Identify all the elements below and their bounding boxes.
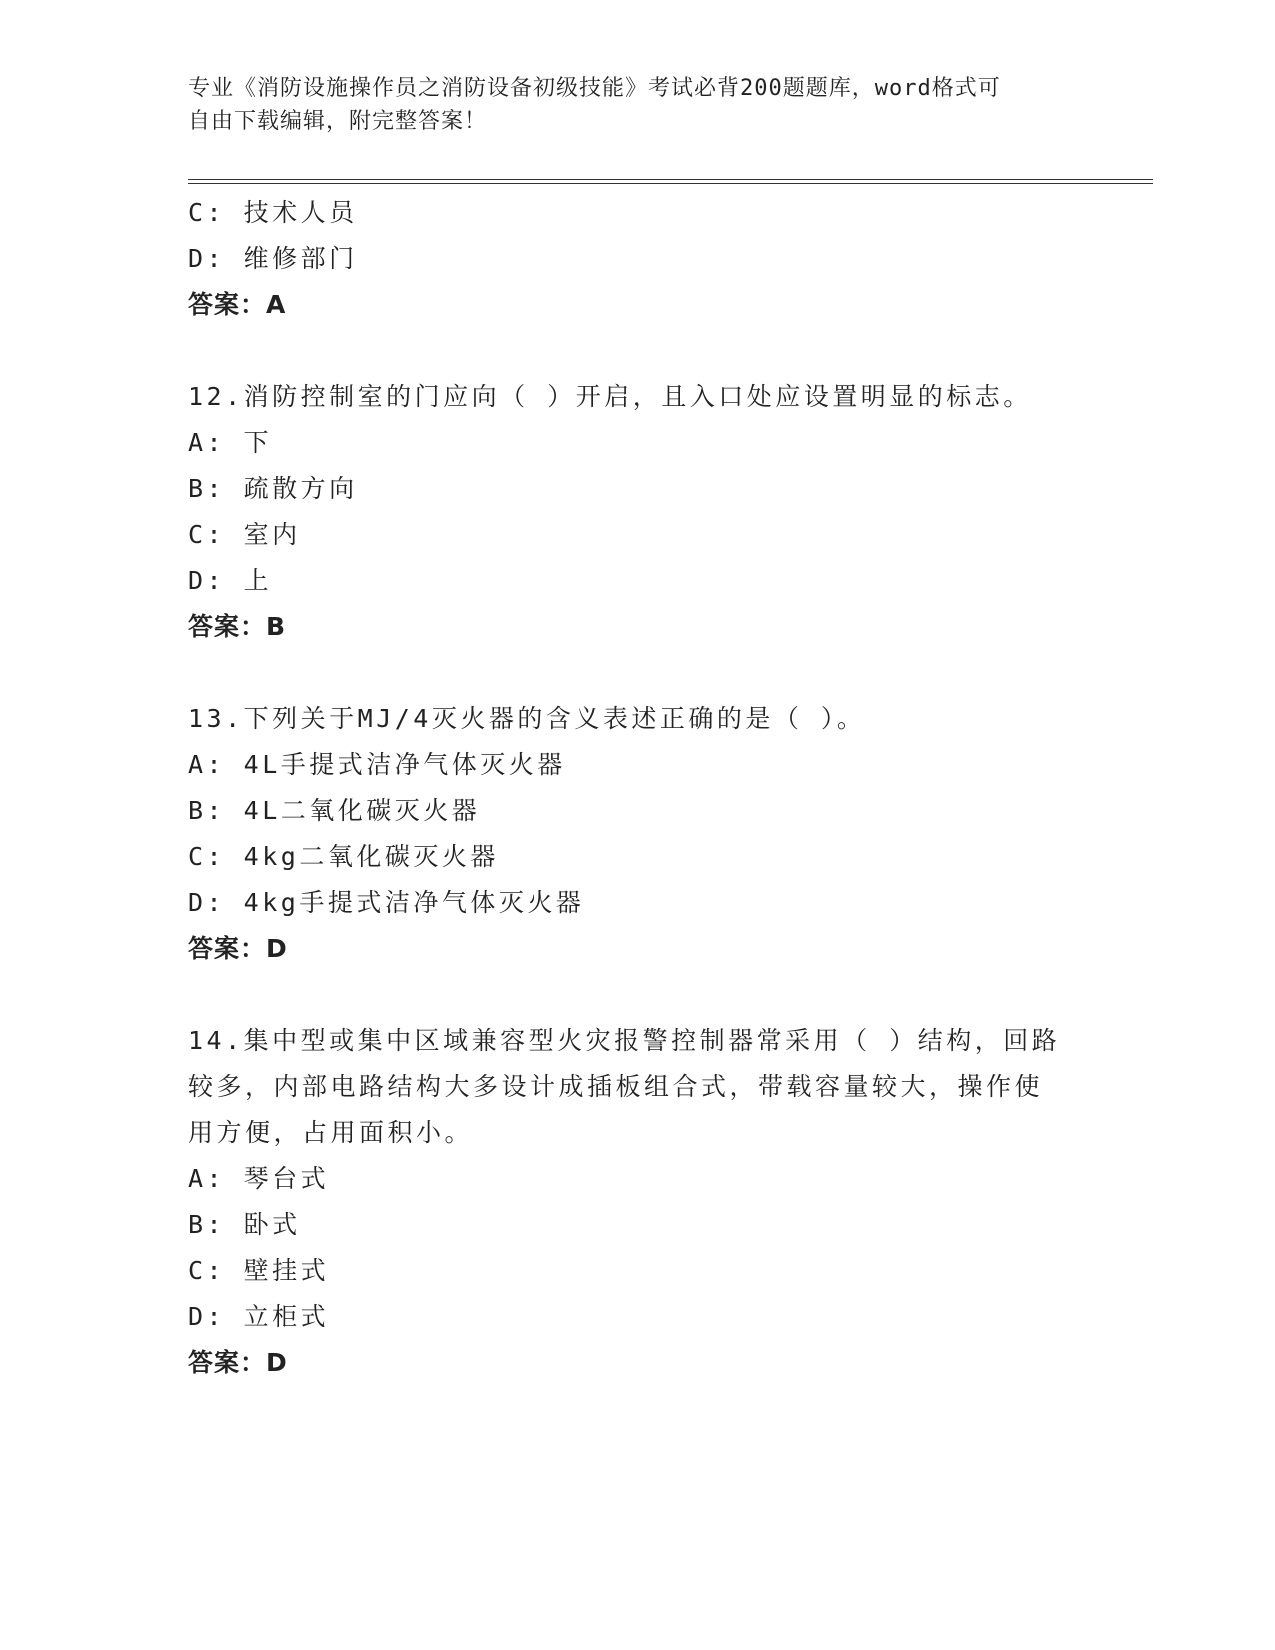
option-b (188, 466, 1088, 512)
option-label: A: (188, 428, 226, 457)
question-stem: 13.下列关于MJ/4灭火器的含义表述正确的是（ ）。 (188, 704, 866, 733)
question-12 (188, 374, 1088, 650)
option-text: 维修部门 (243, 244, 358, 273)
option-label: B: (188, 1210, 226, 1239)
option-text: 4L手提式洁净气体灭火器 (243, 750, 566, 779)
document-header (188, 72, 1068, 138)
option-label: B: (188, 796, 226, 825)
option-text: 4kg手提式洁净气体灭火器 (243, 888, 585, 917)
option-text: 立柜式 (243, 1302, 330, 1331)
option-c (188, 834, 1088, 880)
option-text: 技术人员 (243, 198, 358, 227)
option-c (188, 190, 1088, 236)
spacer (188, 328, 1088, 374)
previous-question-tail (188, 190, 1088, 328)
answer-line: 答案：A (188, 290, 287, 319)
spacer (188, 650, 1088, 696)
option-b (188, 788, 1088, 834)
answer-line: 答案：B (188, 612, 287, 641)
option-label: C: (188, 842, 226, 871)
option-label: A: (188, 750, 226, 779)
option-d (188, 236, 1088, 282)
option-c (188, 1248, 1088, 1294)
option-text: 疏散方向 (243, 474, 358, 503)
answer-line: 答案：D (188, 1348, 288, 1377)
option-text: 卧式 (243, 1210, 301, 1239)
option-label: C: (188, 520, 226, 549)
option-text: 4kg二氧化碳灭火器 (243, 842, 499, 871)
question-13 (188, 696, 1088, 972)
option-text: 壁挂式 (243, 1256, 330, 1285)
question-stem: 12.消防控制室的门应向（ ）开启，且入口处应设置明显的标志。 (188, 382, 1032, 411)
question-stem-line-3: 用方便，占用面积小。 (188, 1118, 474, 1147)
option-a (188, 420, 1088, 466)
header-line-1: 专业《消防设施操作员之消防设备初级技能》考试必背200题题库，word格式可 (188, 76, 1001, 101)
option-label: D: (188, 1302, 226, 1331)
option-text: 下 (243, 428, 273, 457)
option-label: D: (188, 566, 226, 595)
option-text: 4L二氧化碳灭火器 (243, 796, 481, 825)
option-d (188, 1294, 1088, 1340)
option-label: D: (188, 244, 226, 273)
option-text: 室内 (243, 520, 301, 549)
option-text: 上 (243, 566, 273, 595)
question-list (188, 190, 1088, 1386)
header-divider (188, 179, 1153, 184)
option-label: C: (188, 1256, 226, 1285)
question-stem-line-1: 14.集中型或集中区域兼容型火灾报警控制器常采用（ ）结构，回路 (188, 1026, 1061, 1055)
answer-line: 答案：D (188, 934, 288, 963)
option-label: C: (188, 198, 226, 227)
question-stem-line-2: 较多，内部电路结构大多设计成插板组合式，带载容量较大，操作使 (188, 1072, 1044, 1101)
question-14 (188, 1018, 1088, 1386)
option-b (188, 1202, 1088, 1248)
option-label: A: (188, 1164, 226, 1193)
option-d (188, 558, 1088, 604)
option-c (188, 512, 1088, 558)
option-a (188, 742, 1088, 788)
option-label: B: (188, 474, 226, 503)
header-line-2: 自由下载编辑，附完整答案！ (188, 109, 488, 134)
option-text: 琴台式 (243, 1164, 330, 1193)
spacer (188, 972, 1088, 1018)
option-a (188, 1156, 1088, 1202)
option-d (188, 880, 1088, 926)
option-label: D: (188, 888, 226, 917)
